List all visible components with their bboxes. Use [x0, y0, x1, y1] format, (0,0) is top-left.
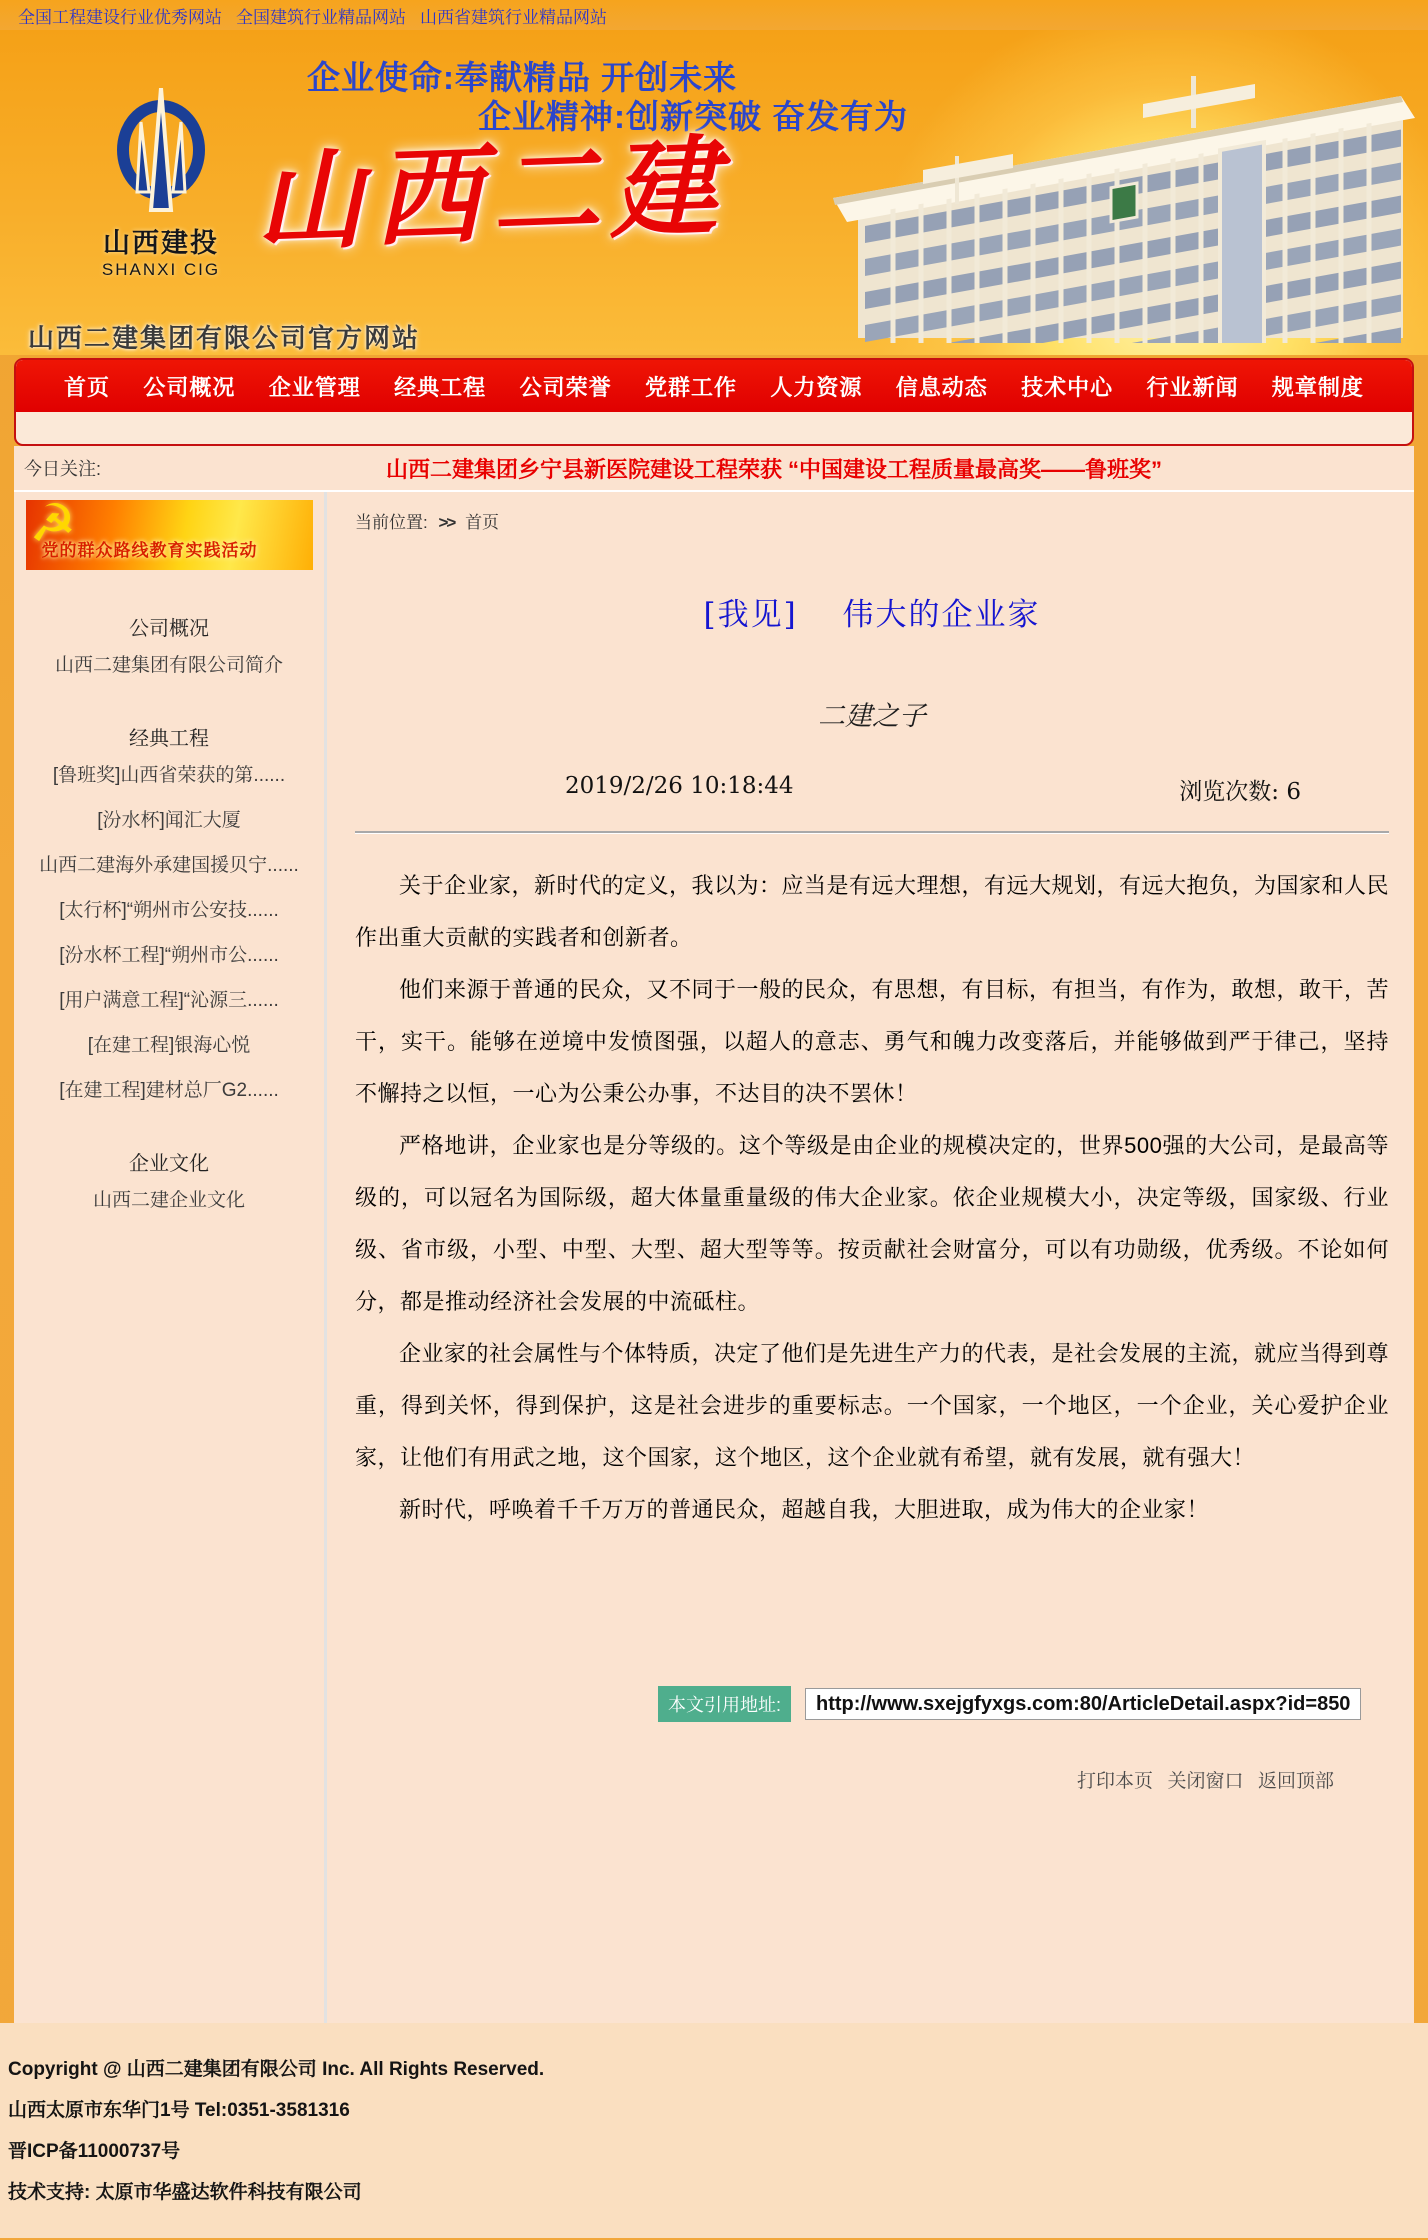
nav-item-human-resources[interactable]: 人力资源 — [770, 374, 863, 400]
nav-item-party-work[interactable]: 党群工作 — [644, 374, 737, 400]
sidebar-section-corporate-culture — [14, 1147, 324, 1223]
sidebar-link-fenshui-cup-project[interactable]: [汾水杯工程]“朔州市公...... — [59, 945, 279, 966]
nav-item-company-honors[interactable]: 公司荣誉 — [519, 374, 612, 400]
article-meta-row — [355, 773, 1389, 803]
footer-address-tel: 山西太原市东华门1号 Tel:0351-3581316 — [8, 2100, 350, 2121]
citation-row — [355, 1686, 1389, 1722]
nav-item-company-overview[interactable]: 公司概况 — [143, 374, 236, 400]
article-paragraph: 关于企业家，新时代的定义，我以为：应当是有远大理想，有远大规划，有远大抱负，为国家和人民作出重大贡献的实践者和创新者。 — [355, 873, 1390, 950]
citation-url-input[interactable] — [805, 1688, 1361, 1720]
header-banner — [0, 30, 1428, 355]
article-title: [我见] 伟大的企业家 — [703, 597, 1041, 633]
article-date: 2019/2/26 10:18:44 — [565, 773, 794, 799]
sidebar-link-taihang-cup[interactable]: [太行杯]“朔州市公安技...... — [59, 900, 279, 921]
citation-label: 本文引用地址: — [658, 1686, 791, 1722]
article-body — [355, 860, 1389, 1536]
nav-item-rules[interactable]: 规章制度 — [1271, 374, 1364, 400]
top-links-bar — [0, 0, 1428, 30]
content-columns — [14, 492, 1414, 2023]
logo-english-name: SHANXI CIG — [101, 260, 221, 279]
sidebar-link-user-satisfaction[interactable]: [用户满意工程]“沁源三...... — [59, 990, 279, 1011]
top-link-1[interactable]: 全国工程建设行业优秀网站 — [18, 7, 222, 27]
sidebar-section-classic-projects — [14, 722, 324, 1113]
breadcrumb — [355, 508, 1389, 533]
print-page-link[interactable]: 打印本页 — [1077, 1771, 1154, 1792]
banner-slogan-spirit: 企业精神:创新突破 奋发有为 — [478, 98, 909, 135]
footer-copyright: Copyright @ 山西二建集团有限公司 Inc. All Rights Reserved. — [8, 2059, 545, 2080]
sidebar-section-title: 公司概况 — [129, 618, 209, 640]
building-photo — [803, 38, 1428, 343]
breadcrumb-label: 当前位置: — [355, 513, 428, 532]
meta-divider — [355, 831, 1389, 834]
today-focus-row — [14, 446, 1414, 492]
sidebar-link-yinhai-xinyue[interactable]: [在建工程]银海心悦 — [87, 1035, 251, 1056]
site-calligraphy-title: 山西二建 — [253, 123, 730, 267]
nav-item-news[interactable]: 信息动态 — [895, 374, 988, 400]
hammer-sickle-icon: ☭ — [29, 500, 77, 553]
sidebar-link-benin-project[interactable]: 山西二建海外承建国援贝宁...... — [39, 855, 299, 876]
nav-item-home[interactable]: 首页 — [64, 374, 111, 400]
article-paragraph: 新时代，呼唤着千千万万的普通民众，超越自我，大胆进取，成为伟大的企业家！ — [399, 1497, 1210, 1522]
article-view-count: 浏览次数: 6 — [1179, 779, 1301, 805]
official-site-label: 山西二建集团有限公司官方网站 — [28, 323, 421, 353]
party-campaign-banner-image[interactable] — [26, 500, 313, 570]
today-focus-label: 今日关注: — [24, 459, 102, 479]
sidebar-link-corporate-culture[interactable]: 山西二建企业文化 — [92, 1190, 245, 1211]
content-area — [14, 446, 1414, 2023]
nav-bar — [16, 360, 1412, 412]
logo-emblem-icon — [109, 88, 213, 216]
article-paragraph: 严格地讲，企业家也是分等级的。这个等级是由企业的规模决定的，世界500强的大公司，是最高等级的，可以冠名为国际级，超大体量重量级的伟大企业家。依企业规模大小，决定等级，国家级、行业级、省市级，小型、中型、大型、超大型等等。按贡献社会财富分，可以有功勋级，优秀级。不论如何分，都是推动经济社会发展的中流砥柱。 — [355, 1133, 1389, 1314]
close-window-link[interactable]: 关闭窗口 — [1167, 1771, 1244, 1792]
logo-chinese-name: 山西建投 — [103, 228, 219, 259]
main-navigation — [14, 358, 1414, 446]
article-paragraph: 企业家的社会属性与个体特质，决定了他们是先进生产力的代表，是社会发展的主流，就应当得到尊重，得到关怀，得到保护，这是社会进步的重要标志。一个国家，一个地区，一个企业，关心爱护企业家，让他们有用武之地，这个国家，这个地区，这个企业就有希望，就有发展，就有强大！ — [355, 1341, 1390, 1470]
banner-slogan-mission: 企业使命:奉献精品 开创未来 — [307, 59, 738, 96]
breadcrumb-home-link[interactable]: 首页 — [465, 513, 500, 532]
page-footer — [0, 2023, 1428, 2238]
company-logo — [96, 88, 226, 280]
breadcrumb-separator: >> — [438, 513, 455, 532]
sidebar-section-title: 经典工程 — [129, 728, 209, 750]
sidebar-section-title: 企业文化 — [129, 1153, 209, 1175]
sidebar-link-company-intro[interactable]: 山西二建集团有限公司简介 — [54, 655, 283, 676]
sidebar-link-building-material-g2[interactable]: [在建工程]建材总厂G2...... — [59, 1080, 279, 1101]
sidebar-link-luban-award[interactable]: [鲁班奖]山西省荣获的第...... — [52, 765, 286, 786]
party-banner-text: 党的群众路线教育实践活动 — [41, 541, 258, 560]
article-author: 二建之子 — [818, 701, 926, 732]
back-to-top-link[interactable]: 返回顶部 — [1257, 1771, 1334, 1792]
focus-headline-link[interactable]: 山西二建集团乡宁县新医院建设工程荣获 “中国建设工程质量最高奖——鲁班奖” — [385, 456, 1163, 482]
main-column — [327, 492, 1414, 2023]
nav-item-tech-center[interactable]: 技术中心 — [1021, 374, 1114, 400]
nav-item-classic-projects[interactable]: 经典工程 — [394, 374, 487, 400]
top-link-2[interactable]: 全国建筑行业精品网站 — [236, 7, 406, 27]
footer-icp-number: 晋ICP备11000737号 — [8, 2141, 181, 2162]
nav-sub-strip — [16, 412, 1412, 446]
article-actions — [355, 1766, 1389, 1793]
sidebar-section-company-overview — [14, 612, 324, 688]
article-paragraph: 他们来源于普通的民众，又不同于一般的民众，有思想，有目标，有担当，有作为，敢想，敢干，苦干，实干。能够在逆境中发愤图强，以超人的意志、勇气和魄力改变落后，并能够做到严于律己，坚持不懈持之以恒，一心为公秉公办事，不达目的决不罢休！ — [355, 977, 1390, 1106]
sidebar — [14, 492, 327, 2023]
nav-item-enterprise-management[interactable]: 企业管理 — [268, 374, 361, 400]
footer-tech-support: 技术支持: 太原市华盛达软件科技有限公司 — [8, 2182, 362, 2203]
sidebar-link-fenshui-cup[interactable]: [汾水杯]闻汇大厦 — [97, 810, 241, 831]
top-link-3[interactable]: 山西省建筑行业精品网站 — [420, 7, 607, 27]
nav-item-industry-news[interactable]: 行业新闻 — [1146, 374, 1239, 400]
